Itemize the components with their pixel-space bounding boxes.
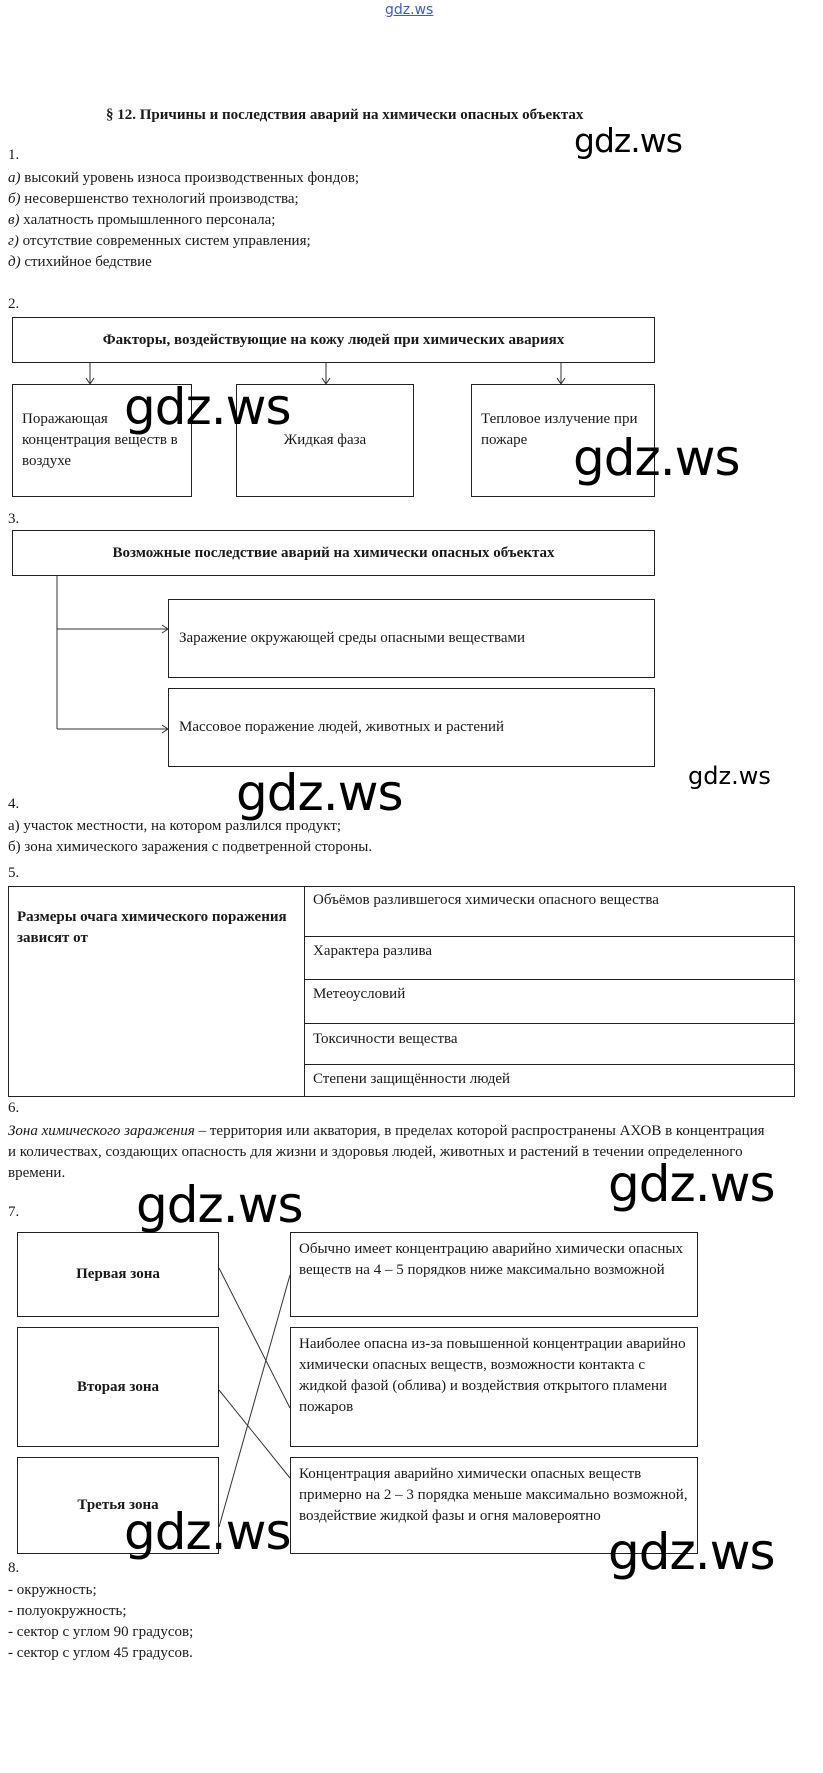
table-left-cell: Размеры очага химического поражения зависят от [17,909,287,946]
watermark: gdz.ws [574,121,682,160]
section-4-line-a: а) участок местности, на котором разлился продукт; [8,818,342,834]
list-item: - сектор с углом 90 градусов; [8,1624,194,1640]
watermark: gdz.ws [136,1176,303,1234]
table-rule [305,936,794,937]
table-row: Токсичности вещества [313,1031,458,1047]
zone-box-first: Первая зона [17,1232,219,1317]
list-item: - окружность; [8,1582,97,1598]
list-item: в) халатность промышленного персонала; [8,212,276,228]
list-item: - полуокружность; [8,1603,127,1619]
table-rule [305,979,794,980]
section-4-number: 4. [8,796,20,812]
list-item: г) отсутствие современных систем управления; [8,233,311,249]
table-section-5 [8,886,795,1097]
table-rule [305,1064,794,1065]
factor-box-heat: Тепловое излучение при пожаре [471,384,655,497]
watermark: gdz.ws [688,762,771,790]
consequence-box-mass: Массовое поражение людей, животных и растений [168,688,655,767]
list-item: - сектор с углом 45 градусов. [8,1645,193,1661]
section-1-number: 1. [8,147,20,163]
section-3-number: 3. [8,511,20,527]
section-7-number: 7. [8,1204,20,1220]
table-row: Объёмов разлившегося химически опасного вещества [313,892,659,908]
list-item: д) стихийное бедствие [8,254,152,270]
list-item: б) несовершенство технологий производства; [8,191,299,207]
zone-box-third: Третья зона [17,1457,219,1554]
zone-desc-box-1: Обычно имеет концентрацию аварийно химически опасных веществ на 4 – 5 порядков ниже максимально возможной [290,1232,698,1317]
watermark: gdz.ws [124,378,291,436]
zone-desc-box-2: Наиболее опасна из-за повышенной концентрации аварийно химически опасных веществ, возможности контакта с жидкой фазой (облива) и воздействия открытого пламени пожаров [290,1327,698,1447]
page-title: § 12. Причины и последствия аварий на химически опасных объектах [106,107,584,123]
section-6-definition: Зона химического заражения – территория или акватория, в пределах которой распространены АХОВ в концентрация и количествах, создающих опасность для жизни и здоровья людей, животных и растений в течении определенного времени. [8,1123,765,1181]
top-link[interactable]: gdz.ws [385,2,434,18]
consequence-box-environment: Заражение окружающей среды опасными веществами [168,599,655,678]
section-8-list [8,1580,193,1664]
table-rule [305,1023,794,1024]
zone-box-second: Вторая зона [17,1327,219,1447]
section-5-number: 5. [8,865,20,881]
consequences-header-box: Возможные последствие аварий на химически опасных объектах [12,530,655,576]
section-6-number: 6. [8,1100,20,1116]
watermark: gdz.ws [124,1503,291,1561]
factors-header-box: Факторы, воздействующие на кожу людей при химических авариях [12,317,655,363]
watermark: gdz.ws [608,1523,775,1581]
zone-desc-box-3: Концентрация аварийно химически опасных веществ примерно на 2 – 3 порядка меньше максимально возможной, воздействие жидкой фазы и огня маловероятно [290,1457,698,1554]
section-4-line-b: б) зона химического заражения с подветренной стороны. [8,839,373,855]
watermark: gdz.ws [573,429,740,487]
factor-box-liquid: Жидкая фаза [236,384,414,497]
table-row: Степени защищённости людей [313,1071,511,1087]
factor-box-concentration: Поражающая концентрация веществ в воздухе [12,384,192,497]
section-2-number: 2. [8,296,20,312]
table-row: Характера разлива [313,943,432,959]
list-item: а) высокий уровень износа производственных фондов; [8,170,360,186]
watermark: gdz.ws [608,1155,775,1213]
table-row: Метеоусловий [313,986,406,1002]
section-8-number: 8. [8,1560,20,1576]
watermark: gdz.ws [236,764,403,822]
